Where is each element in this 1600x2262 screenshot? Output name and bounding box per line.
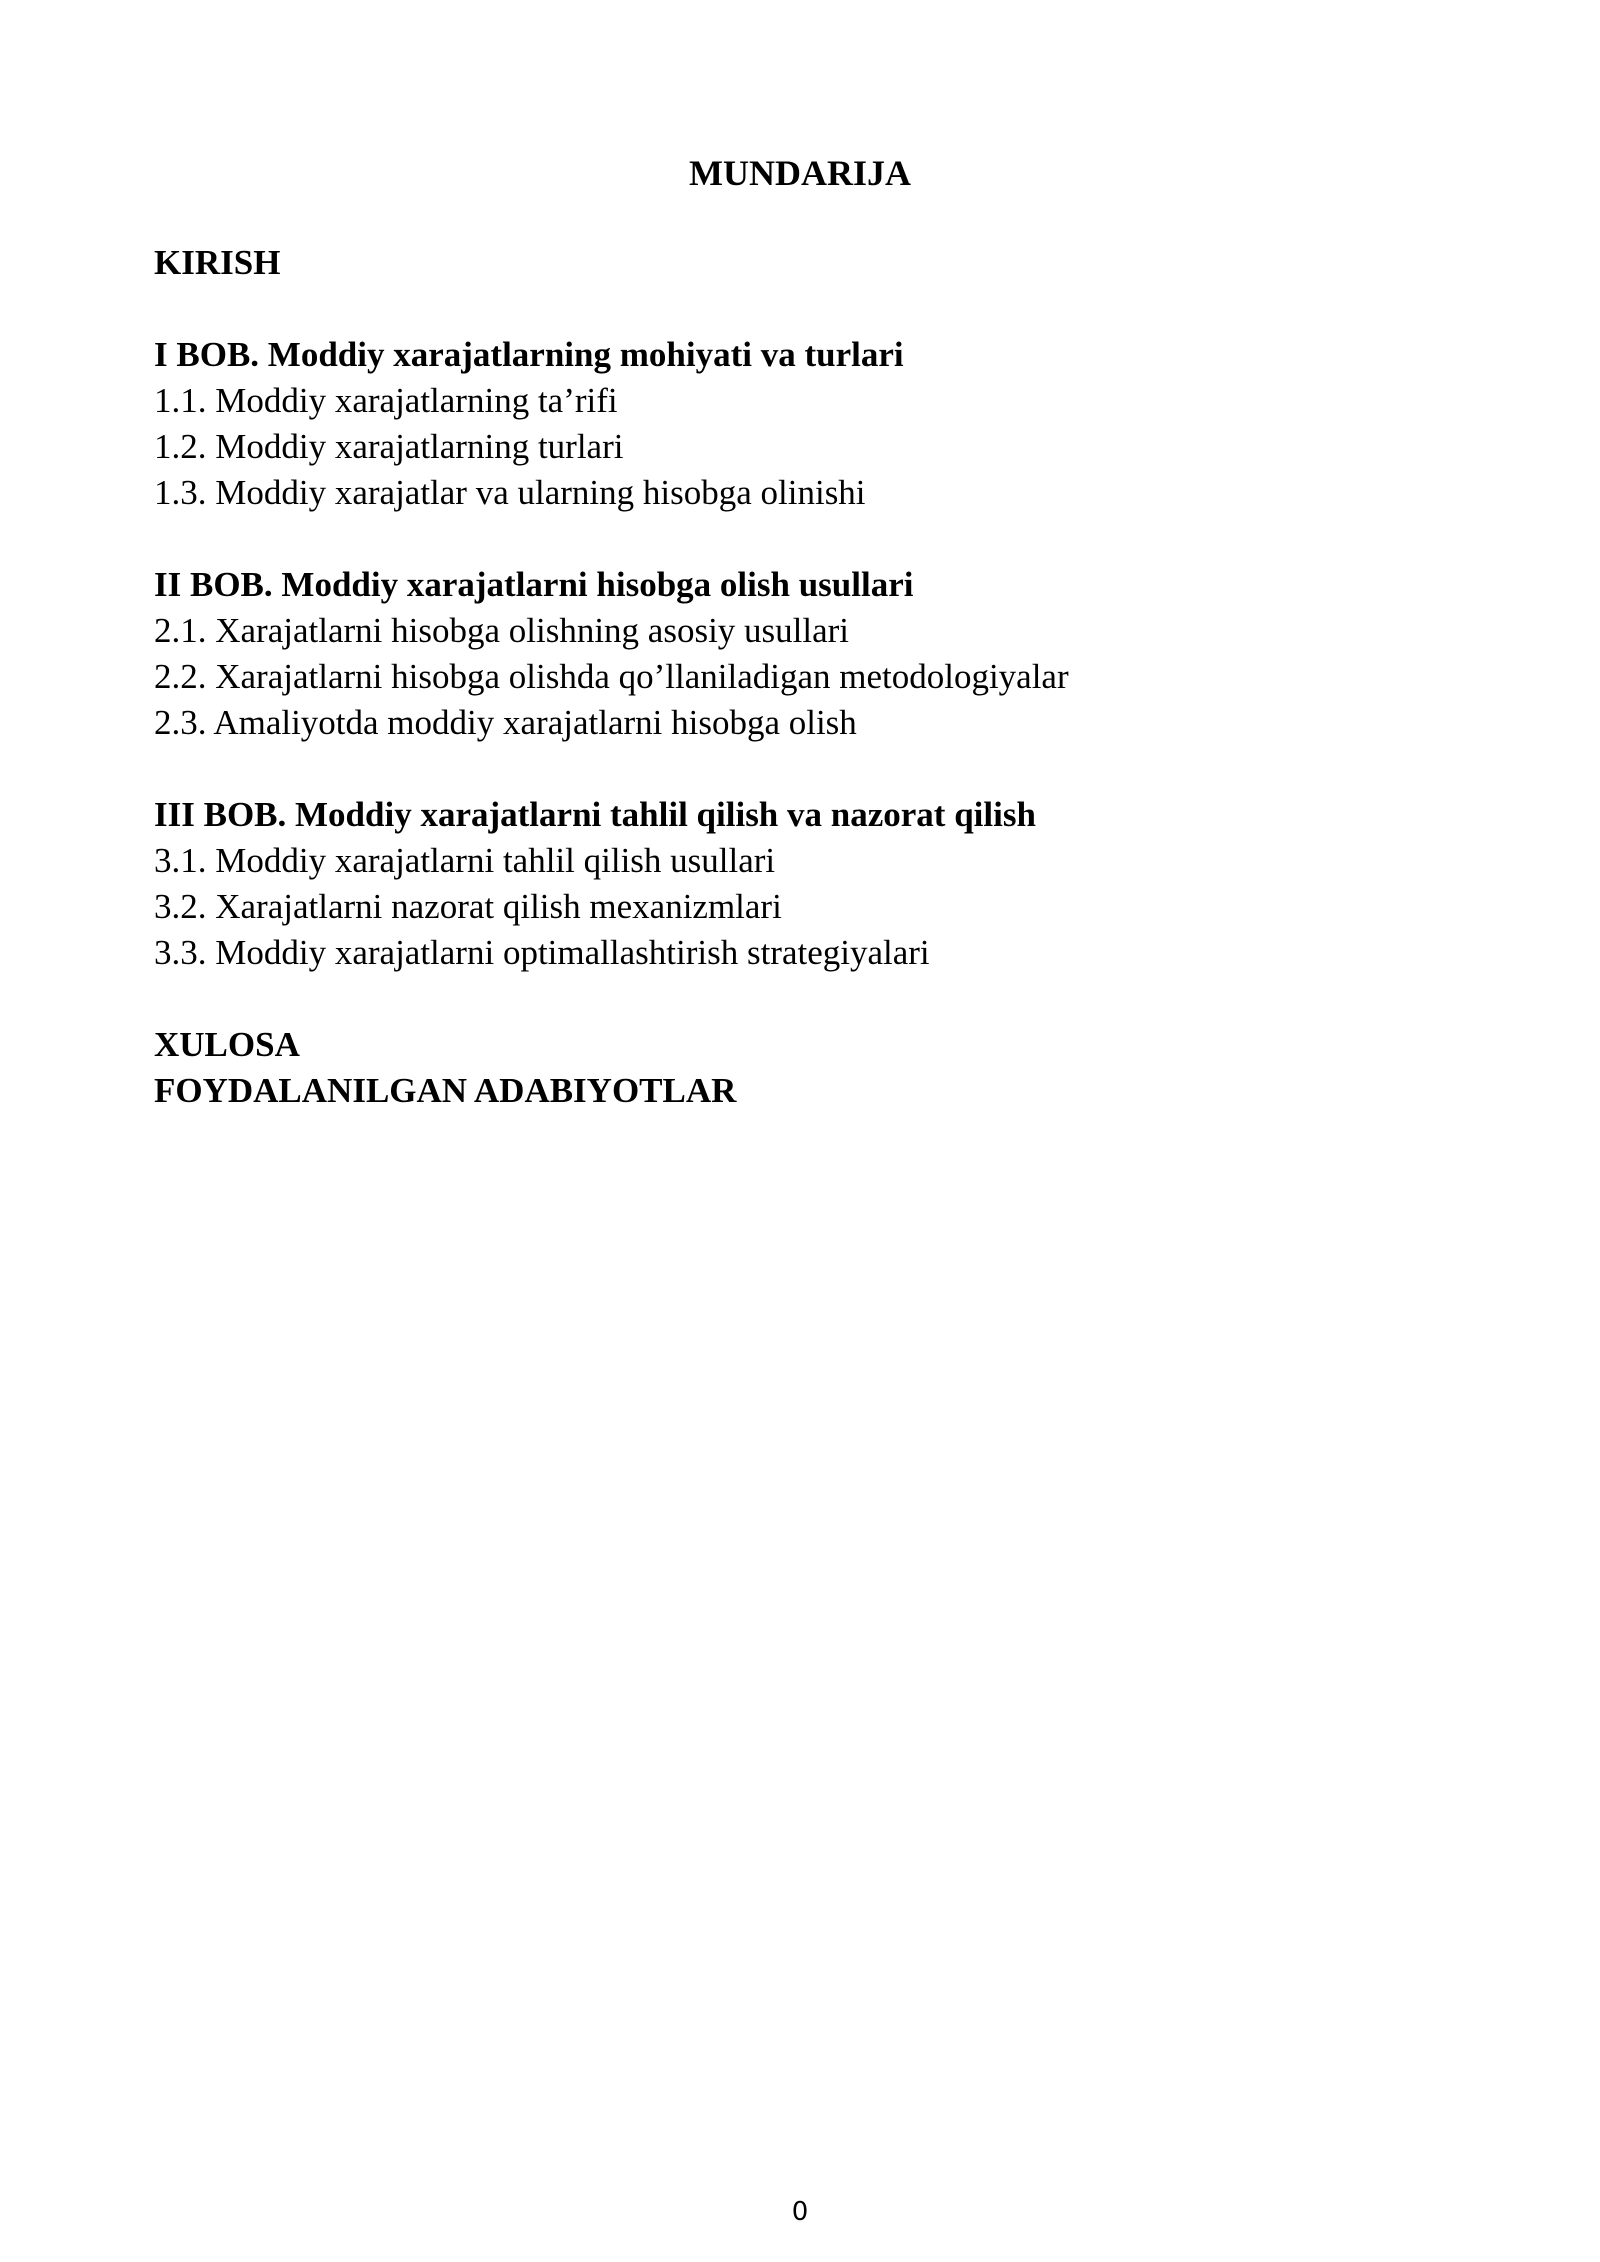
spacer	[154, 286, 1454, 332]
toc-section-2-2: 2.2. Xarajatlarni hisobga olishda qo’llaniladigan metodologiyalar	[154, 657, 1069, 696]
spacer	[154, 976, 1454, 1022]
toc-section-2-3: 2.3. Amaliyotda moddiy xarajatlarni hisobga olish	[154, 703, 857, 742]
toc-references: FOYDALANILGAN ADABIYOTLAR	[154, 1071, 737, 1110]
toc-section-3-1: 3.1. Moddiy xarajatlarni tahlil qilish usullari	[154, 841, 776, 880]
spacer	[154, 516, 1454, 562]
chapter-1-heading: I BOB. Moddiy xarajatlarning mohiyati va turlari	[154, 335, 904, 374]
chapter-3-heading: III BOB. Moddiy xarajatlarni tahlil qilish va nazorat qilish	[154, 795, 1036, 834]
toc-section-2-1: 2.1. Xarajatlarni hisobga olishning asosiy usullari	[154, 611, 850, 650]
spacer	[154, 746, 1454, 792]
page-title: MUNDARIJA	[689, 153, 911, 193]
toc-section-3-2: 3.2. Xarajatlarni nazorat qilish mexanizmlari	[154, 887, 782, 926]
toc-section-1-2: 1.2. Moddiy xarajatlarning turlari	[154, 427, 624, 466]
toc-section-1-1: 1.1. Moddiy xarajatlarning ta’rifi	[154, 381, 618, 420]
table-of-contents	[154, 240, 1454, 1114]
chapter-2-heading: II BOB. Moddiy xarajatlarni hisobga olish usullari	[154, 565, 914, 604]
toc-conclusion: XULOSA	[154, 1025, 300, 1064]
toc-section-1-3: 1.3. Moddiy xarajatlar va ularning hisobga olinishi	[154, 473, 866, 512]
toc-intro: KIRISH	[154, 243, 281, 282]
toc-section-3-3: 3.3. Moddiy xarajatlarni optimallashtirish strategiyalari	[154, 933, 930, 972]
page-number: 0	[791, 2197, 809, 2227]
